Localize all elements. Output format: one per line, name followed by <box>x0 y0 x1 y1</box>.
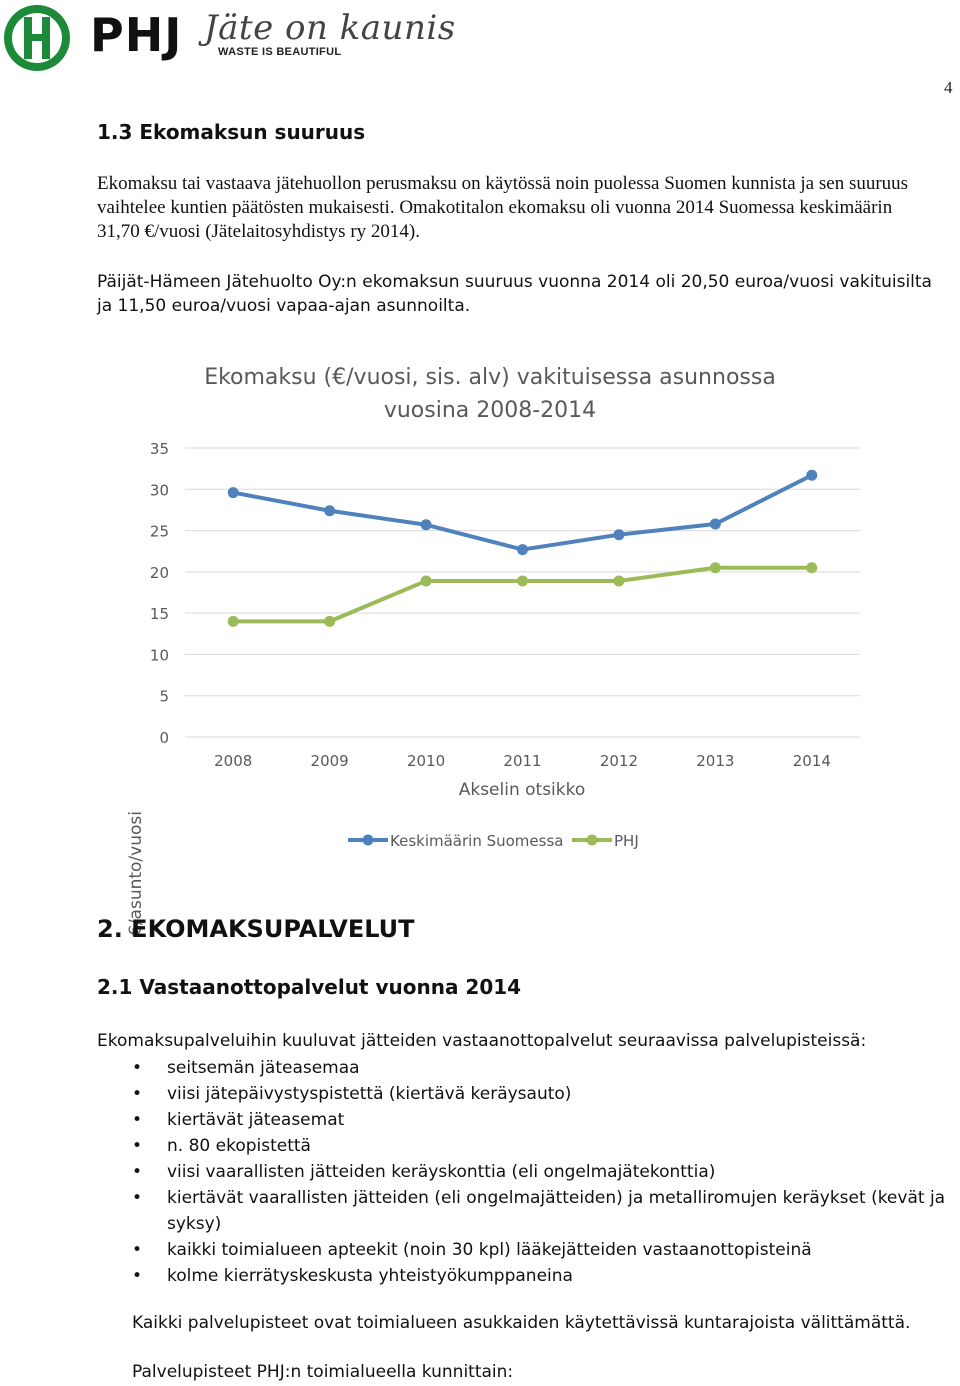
x-tick-label: 2008 <box>214 752 253 770</box>
y-tick-label: 15 <box>149 605 169 624</box>
paragraph-phj-ekomaksu: Päijät-Hämeen Jätehuolto Oy:n ekomaksun suuruus vuonna 2014 oli 20,50 euroa/vuosi vakituisilta ja 11,50 euroa/vuosi vapaa-ajan asunnoilta. <box>97 272 932 316</box>
list-item: • kiertävät jäteasemat <box>97 1107 947 1133</box>
paragraph-services-intro: Ekomaksupalveluihin kuuluvat jätteiden vastaanottopalvelut seuraavissa palvelupisteissä: <box>97 1031 867 1051</box>
x-tick-label: 2009 <box>310 752 349 770</box>
list-item: • kolme kierrätyskeskusta yhteistyökumppaneina <box>97 1263 947 1289</box>
y-tick-label: 0 <box>159 729 169 747</box>
legend-swatch-marker <box>587 835 598 846</box>
list-item: • kaikki toimialueen apteekit (noin 30 kpl) lääkejätteiden vastaanottopisteinä <box>97 1237 947 1263</box>
data-point <box>324 616 335 627</box>
data-point <box>613 529 624 540</box>
data-point <box>613 575 624 586</box>
data-point <box>228 616 239 627</box>
chart-x-axis-label: Akselin otsikko <box>458 780 586 800</box>
chart-series <box>228 470 818 627</box>
paragraph-service-points-by-municipality: Palvelupisteet PHJ:n toimialueella kunnittain: <box>132 1362 514 1382</box>
brand-name: PHJ <box>90 8 183 62</box>
y-tick-label: 30 <box>149 481 169 500</box>
data-point <box>710 518 721 529</box>
x-tick-label: 2014 <box>792 752 831 770</box>
y-tick-label: 5 <box>159 687 169 706</box>
x-tick-label: 2013 <box>696 752 735 770</box>
phj-logo-icon <box>2 3 72 73</box>
data-point <box>324 505 335 516</box>
list-item: • kiertävät vaarallisten jätteiden (eli ongelmajätteiden) ja metalliromujen keräykset (kevät ja syksy) <box>97 1185 947 1237</box>
list-item: • n. 80 ekopistettä <box>97 1133 947 1159</box>
x-tick-label: 2011 <box>503 752 542 770</box>
data-point <box>228 487 239 498</box>
data-point <box>421 519 432 530</box>
chart-title-line1: Ekomaksu (€/vuosi, sis. alv) vakituisessa asunnossa <box>204 365 776 390</box>
section-heading-2-1: 2.1 Vastaanottopalvelut vuonna 2014 <box>97 975 522 999</box>
slogan-english: WASTE IS BEAUTIFUL <box>218 46 342 58</box>
y-tick-label: 20 <box>149 563 169 582</box>
chart-title-line2: vuosina 2008-2014 <box>383 398 597 423</box>
page-number: 4 <box>944 78 953 97</box>
list-item: • viisi vaarallisten jätteiden keräyskonttia (eli ongelmajätekonttia) <box>97 1159 947 1185</box>
data-point <box>517 575 528 586</box>
x-tick-label: 2012 <box>599 752 639 770</box>
legend-entry: Keskimäärin Suomessa <box>390 832 564 850</box>
y-tick-label: 10 <box>149 646 169 665</box>
list-item: • seitsemän jäteasemaa <box>97 1055 947 1081</box>
section-heading-2: 2. EKOMAKSUPALVELUT <box>97 915 415 943</box>
chart-gridlines <box>185 448 860 737</box>
chart-y-axis-label: €/asunto/vuosi <box>126 811 146 936</box>
chart-legend <box>348 832 639 850</box>
data-point <box>421 575 432 586</box>
section-heading-1-3: 1.3 Ekomaksun suuruus <box>97 120 366 144</box>
list-item: • viisi jätepäivystyspistettä (kiertävä keräysauto) <box>97 1081 947 1107</box>
legend-swatch-marker <box>363 835 374 846</box>
y-tick-label: 35 <box>149 440 169 458</box>
paragraph-service-availability: Kaikki palvelupisteet ovat toimialueen asukkaiden käytettävissä kuntarajoista välittämättä. <box>132 1313 911 1333</box>
data-point <box>517 544 528 555</box>
chart-x-ticks <box>214 752 831 770</box>
series-line <box>233 475 812 549</box>
x-tick-label: 2010 <box>406 752 446 770</box>
paragraph-ekomaksu-intro: Ekomaksu tai vastaava jätehuollon perusmaksu on käytössä noin puolessa Suomen kunnista ja sen suuruus vaihtelee kuntien päätösten mukaisesti. Omakotitalon ekomaksu oli vuonna 2014 Suomessa keskimäärin 31,70 €/vuosi (Jätelaitosyhdistys ry 2014). <box>97 173 909 242</box>
service-points-list <box>97 1055 947 1289</box>
data-point <box>710 562 721 573</box>
slogan: Jäte on kaunis <box>204 8 456 48</box>
data-point <box>806 562 817 573</box>
legend-entry: PHJ <box>614 832 639 850</box>
chart-y-ticks <box>150 440 169 747</box>
data-point <box>806 470 817 481</box>
y-tick-label: 25 <box>149 522 169 541</box>
